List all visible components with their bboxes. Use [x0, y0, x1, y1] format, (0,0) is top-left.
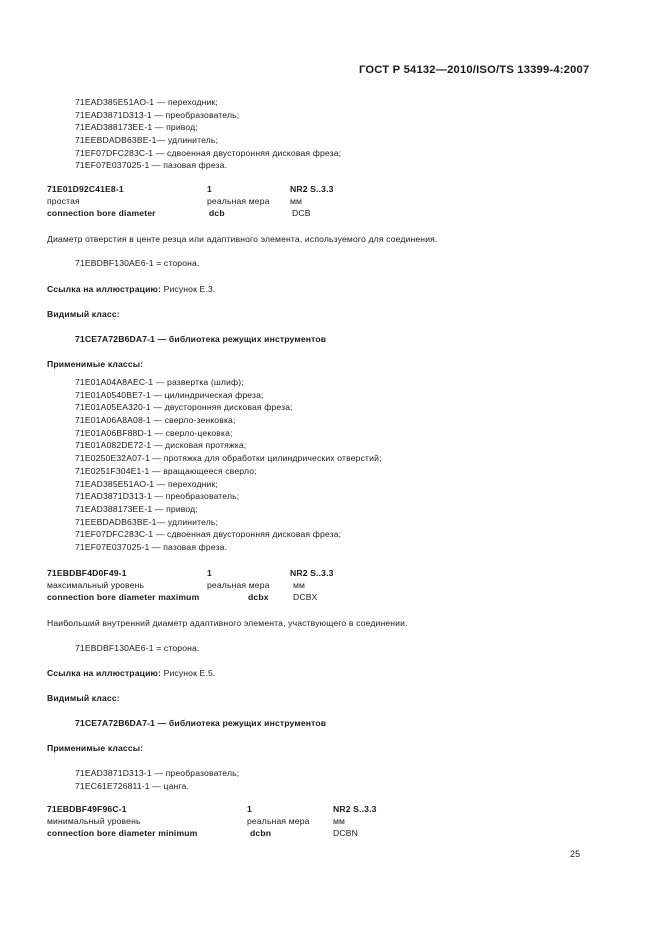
list-item: 71EAD3871D313-1 — преобразователь;	[75, 491, 240, 502]
property-unit: мм	[290, 196, 303, 206]
list-item: 71E0250E32A07-1 — протяжка для обработки цилиндрических отверстий;	[75, 453, 382, 464]
property-name-ru: минимальный уровень	[47, 816, 141, 826]
illustration-label: Ссылка на иллюстрацию:	[47, 668, 162, 678]
property-unit: мм	[333, 816, 346, 826]
visible-class-label: Видимый класс:	[47, 693, 120, 703]
list-item: 71EAD385E51AO-1 — переходник;	[75, 97, 218, 107]
visible-class-value: 71CE7A72B6DA7-1 — библиотека режущих инструментов	[75, 334, 327, 344]
applicable-classes-list	[75, 767, 239, 792]
list-item: 71E0251F304E1-1 — вращающееся сверло;	[75, 465, 257, 476]
property-abbreviation: DCBX	[293, 592, 318, 602]
property-version: 1	[207, 184, 212, 194]
list-item: 71E01A05EA320-1 — двусторонняя дисковая фреза;	[75, 402, 293, 413]
list-item: 71EF07DFC283C-1 — сдвоенная двусторонняя дисковая фреза;	[75, 529, 342, 540]
list-item: 71EF07E037025-1 — пазовая фреза.	[75, 160, 228, 171]
property-definition: Наибольший внутренний диаметр адаптивного элемента, участвующего в соединении.	[47, 618, 408, 628]
applicable-classes-list	[75, 376, 382, 554]
property-2-header	[47, 568, 367, 608]
property-definition: Диаметр отверстия в центе резца или адаптивного элемента, используемого для соединения.	[47, 234, 438, 244]
property-version: 1	[247, 804, 252, 814]
property-version: 1	[207, 568, 212, 578]
list-item: 71EC61E726811-1 — цанга.	[75, 780, 189, 791]
property-kind: реальная мера	[207, 196, 270, 206]
applicable-classes-label: Применимые классы:	[47, 743, 144, 753]
illustration-value: Рисунок Е.5.	[163, 668, 216, 678]
illustration-value: Рисунок Е.3.	[163, 284, 216, 294]
list-item: 71E01A06BF88D-1 — сверло-цековка;	[75, 427, 233, 438]
property-name-en: connection bore diameter	[47, 208, 156, 218]
property-name-ru: максимальный уровень	[47, 580, 145, 590]
list-item: 71EAD388173EE-1 — привод;	[75, 503, 198, 514]
property-symbol: dcb	[209, 208, 225, 218]
property-abbreviation: DCB	[292, 208, 311, 218]
applicable-classes-list-continued	[75, 96, 341, 172]
property-name-en: connection bore diameter minimum	[47, 828, 198, 838]
property-condition: 71EBDBF130AE6-1 = сторона.	[75, 258, 200, 268]
property-3-header	[47, 804, 407, 844]
property-reference: NR2 S..3.3	[290, 184, 334, 194]
property-abbreviation: DCBN	[333, 828, 358, 838]
property-code: 71E01D92C41E8-1	[47, 184, 124, 194]
property-symbol: dcbn	[250, 828, 272, 838]
illustration-reference	[47, 668, 215, 678]
list-item: 71EAD3871D313-1 — преобразователь;	[75, 768, 240, 778]
property-code: 71EBDBF4D0F49-1	[47, 568, 127, 578]
property-name-en: connection bore diameter maximum	[47, 592, 200, 602]
property-kind: реальная мера	[247, 816, 310, 826]
visible-class-value: 71CE7A72B6DA7-1 — библиотека режущих инструментов	[75, 718, 327, 728]
list-item: 71EEBDADB63BE-1— удлинитель;	[75, 516, 219, 527]
document-header: ГОСТ Р 54132—2010/ISO/TS 13399-4:2007	[359, 64, 590, 76]
visible-class-label: Видимый класс:	[47, 309, 120, 319]
list-item: 71E01A082DE72-1 — дисковая протяжка;	[75, 440, 247, 451]
property-condition: 71EBDBF130AE6-1 = сторона.	[75, 643, 200, 653]
page-number: 25	[570, 849, 581, 859]
list-item: 71EAD3871D313-1 — преобразователь;	[75, 109, 240, 120]
list-item: 71EF07DFC283C-1 — сдвоенная двусторонняя дисковая фреза;	[75, 147, 342, 158]
applicable-classes-label: Применимые классы:	[47, 359, 144, 369]
list-item: 71EAD388173EE-1 — привод;	[75, 122, 198, 133]
property-name-ru: простая	[47, 196, 80, 206]
property-symbol: dcbx	[248, 592, 269, 602]
property-reference: NR2 S..3.3	[333, 804, 377, 814]
property-kind: реальная мера	[207, 580, 270, 590]
property-1-header	[47, 184, 367, 224]
list-item: 71E01A0540BE7-1 — цилиндрическая фреза;	[75, 389, 264, 400]
list-item: 71E01A06A8A08-1 — сверло-зенковка;	[75, 415, 236, 426]
list-item: 71EF07E037025-1 — пазовая фреза.	[75, 541, 228, 552]
list-item: 71EAD385E51AO-1 — переходник;	[75, 478, 218, 489]
illustration-label: Ссылка на иллюстрацию:	[47, 284, 162, 294]
list-item: 71EEBDADB63BE-1— удлинитель;	[75, 135, 219, 146]
list-item: 71E01A04A8AEC-1 — развертка (шлиф);	[75, 377, 244, 387]
illustration-reference	[47, 284, 215, 294]
property-unit: мм	[293, 580, 306, 590]
property-reference: NR2 S..3.3	[290, 568, 334, 578]
property-code: 71EBDBF49F96C-1	[47, 804, 127, 814]
